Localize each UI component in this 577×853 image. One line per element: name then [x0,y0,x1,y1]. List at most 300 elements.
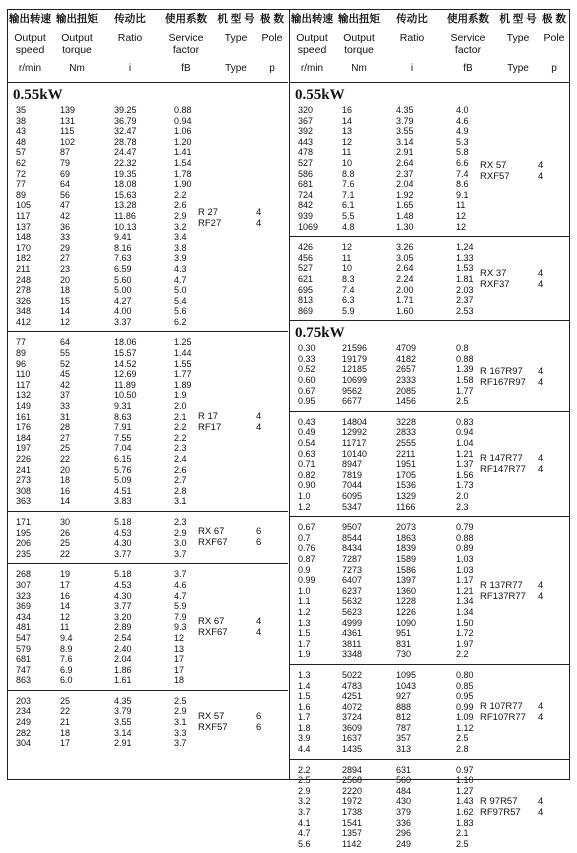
torque-cell: 27 [60,253,71,264]
speed-cell: 1.3 [298,617,311,628]
factor-cell: 1.12 [456,722,474,733]
speed-cell: 348 [16,306,32,317]
factor-cell: 12 [174,632,185,643]
type-code: R 167R97 [480,366,523,378]
ratio-cell: 36.79 [114,115,137,126]
ratio-cell: 3.77 [114,548,132,559]
torque-cell: 56 [60,189,71,200]
torque-cell: 4361 [342,628,363,639]
torque-cell: 69 [60,168,71,179]
factor-cell: 1.27 [456,785,474,796]
pole-count: 6 [256,721,262,733]
factor-cell: 2.9 [174,210,187,221]
table-row [290,712,569,723]
ratio-cell: 4.30 [114,538,132,549]
power-heading: 0.75kW [295,325,345,342]
ratio-cell: 5.09 [114,475,132,486]
pole-count: 4 [256,421,262,433]
speed-cell: 0.67 [298,385,316,396]
speed-cell: 0.63 [298,448,316,459]
table-header [8,10,288,83]
factor-cell: 3.7 [174,548,187,559]
table-row [8,232,288,243]
factor-cell: 2.6 [174,464,187,475]
factor-cell: 1.90 [174,179,192,190]
header-en1: Pole [543,32,565,44]
table-row [290,459,569,470]
ratio-cell: 3.77 [114,601,132,612]
table-row [8,696,288,707]
table-row [290,354,569,365]
torque-cell: 31 [60,411,71,422]
factor-cell: 1.20 [174,136,192,147]
speed-cell: 195 [16,527,32,538]
header-en1: Output [14,32,46,44]
speed-cell: 304 [16,738,32,749]
factor-cell: 1.25 [174,337,192,348]
motor-block [290,760,569,853]
ratio-cell: 8.63 [114,411,132,422]
speed-cell: 197 [16,443,32,454]
speed-cell: 77 [16,179,27,190]
factor-cell: 1.41 [174,147,192,158]
motor-block [8,691,288,753]
factor-cell: 1.83 [456,817,474,828]
speed-cell: 547 [16,632,32,643]
factor-cell: 1.10 [456,775,474,786]
torque-cell: 4999 [342,617,363,628]
type-code: R 17 [198,410,219,422]
factor-cell: 2.0 [456,491,469,501]
type-code: RX 67 [198,526,225,538]
ratio-cell: 2.64 [396,263,414,274]
table-row [290,449,569,460]
table-row [290,200,569,211]
torque-cell: 37 [60,390,71,401]
ratio-cell: 10.13 [114,221,137,232]
factor-cell: 1.97 [456,638,474,649]
table-row [8,243,288,254]
ratio-cell: 888 [396,701,412,712]
torque-cell: 102 [60,136,76,147]
factor-cell: 1.34 [456,606,474,617]
header-unit: r/min [300,63,324,74]
factor-cell: 0.99 [456,701,474,712]
torque-cell: 42 [60,210,71,221]
torque-cell: 1738 [342,807,363,818]
motor-block [290,665,569,760]
header-cn: 输出扭矩 [338,13,380,25]
speed-cell: 203 [16,695,32,706]
speed-cell: 481 [16,622,32,633]
pole-count: 6 [256,526,262,538]
torque-cell: 1435 [342,744,363,755]
ratio-cell: 1226 [396,606,417,617]
ratio-cell: 5.18 [114,516,132,527]
table-row [290,285,569,296]
speed-cell: 747 [16,664,32,675]
ratio-cell: 336 [396,817,412,828]
table-row [290,533,569,544]
ratio-cell: 1228 [396,596,417,607]
ratio-cell: 812 [396,712,412,723]
table-row [290,147,569,158]
ratio-cell: 1043 [396,680,417,691]
pole-count: 4 [538,463,544,475]
factor-cell: 13 [174,643,185,654]
rows [290,517,569,664]
ratio-cell: 1166 [396,501,416,512]
factor-cell: 2.2 [174,422,187,433]
torque-cell: 28 [60,422,71,433]
torque-cell: 33 [60,232,71,243]
table-row [290,596,569,607]
torque-cell: 4251 [342,691,363,702]
rows [8,105,288,331]
speed-cell: 0.30 [298,343,316,354]
table-row [8,475,288,486]
torque-cell: 6677 [342,396,363,407]
ratio-cell: 1863 [396,532,417,543]
ratio-cell: 2211 [396,448,416,459]
factor-cell: 0.89 [456,543,474,554]
factor-cell: 5.9 [174,601,187,612]
torque-cell: 6.3 [342,295,355,306]
table-row [290,723,569,734]
pole-count: 6 [256,710,262,722]
ratio-cell: 3.14 [114,727,132,738]
speed-cell: 72 [16,168,27,179]
torque-cell: 47 [60,200,71,211]
rows [290,343,569,411]
ratio-cell: 19.35 [114,168,137,179]
table-row [8,200,288,211]
table-row [8,222,288,233]
ratio-cell: 3.79 [114,706,132,717]
ratio-cell: 9.41 [114,232,132,243]
speed-cell: 1.2 [298,501,311,512]
factor-cell: 0.79 [456,522,474,533]
header-cn: 传动比 [396,13,428,25]
torque-cell: 29 [60,242,71,253]
header-en [290,32,334,56]
table-row [8,654,288,665]
table-row [290,438,569,449]
type-code: RX 37 [480,267,507,279]
speed-cell: 4.1 [298,817,311,828]
speed-cell: 1.3 [298,669,311,680]
left-column [8,10,288,779]
header-en2: speed [297,44,327,56]
speed-cell: 89 [16,189,27,200]
factor-cell: 3.4 [174,232,187,243]
speed-cell: 1.6 [298,701,311,712]
header-en2: torque [62,44,92,56]
table-row [290,253,569,264]
factor-cell: 2.5 [456,838,469,849]
factor-cell: 1.50 [456,617,474,628]
table-row [8,422,288,433]
table-row [8,622,288,633]
rows [290,237,569,320]
torque-cell: 16 [342,105,353,115]
table-row [290,575,569,586]
header-en1: Ratio [399,32,425,44]
ratio-cell: 1095 [396,669,417,680]
torque-cell: 7.4 [342,284,355,295]
torque-cell: 10 [342,263,353,274]
ratio-cell: 2657 [396,364,417,375]
table-row [8,454,288,465]
speed-cell: 226 [16,454,32,464]
torque-cell: 10140 [342,448,368,459]
speed-cell: 2.9 [298,785,311,796]
factor-cell: 1.58 [456,375,474,386]
table-row [290,306,569,317]
torque-cell: 1357 [342,828,363,839]
ratio-cell: 7.91 [114,422,132,433]
speed-cell: 369 [16,601,32,612]
factor-cell: 2.3 [174,443,187,454]
speed-cell: 132 [16,390,32,401]
pole-count: 4 [538,159,544,171]
table-row [290,386,569,397]
table-row [290,681,569,692]
factor-cell: 0.94 [174,115,192,126]
table-row [290,807,569,818]
ratio-cell: 2.91 [114,738,132,749]
speed-cell: 268 [16,569,32,580]
factor-cell: 1.44 [174,348,192,359]
header-en [158,32,214,56]
ratio-cell: 39.25 [114,105,137,115]
factor-cell: 1.78 [174,168,192,179]
table-row [290,586,569,597]
ratio-cell: 15.57 [114,348,137,359]
factor-cell: 9.3 [174,622,187,633]
type-code: RXF57 [480,170,510,182]
header-cn: 输出转速 [291,13,333,25]
factor-cell: 5.6 [174,306,187,317]
ratio-cell: 2.37 [396,168,414,179]
factor-cell: 2.2 [174,432,187,443]
factor-cell: 2.4 [174,454,187,464]
table-row [290,179,569,190]
factor-cell: 1.34 [456,596,474,607]
torque-cell: 16 [60,485,71,496]
motor-block [290,517,569,665]
speed-cell: 234 [16,706,32,717]
speed-cell: 681 [298,179,314,190]
ratio-cell: 3.14 [396,136,414,147]
speed-cell: 77 [16,337,27,348]
torque-cell: 131 [60,115,76,126]
ratio-cell: 2.91 [396,147,414,158]
table-row [8,390,288,401]
speed-cell: 0.9 [298,564,311,575]
ratio-cell: 2.89 [114,622,132,633]
torque-cell: 5632 [342,596,363,607]
table-row [8,116,288,127]
factor-cell: 2.9 [174,527,187,538]
speed-cell: 117 [16,210,31,221]
ratio-cell: 1.60 [396,305,414,316]
ratio-cell: 6.59 [114,263,132,274]
type-code: R 97R57 [480,795,518,807]
table-row [290,543,569,554]
header-en2: factor [454,44,482,56]
table-row [290,470,569,481]
ratio-cell: 3.26 [396,242,414,253]
table-row [8,369,288,380]
pole-count: 4 [538,366,544,378]
ratio-cell: 10.50 [114,390,137,401]
speed-cell: 278 [16,285,32,296]
speed-cell: 724 [298,189,314,200]
torque-cell: 4072 [342,701,363,712]
header-en1: Service [168,32,204,44]
table-row [8,275,288,286]
ratio-cell: 4.53 [114,579,132,590]
factor-cell: 2.53 [456,305,474,316]
torque-cell: 2568 [342,775,363,786]
table-row [8,549,288,560]
speed-cell: 1.0 [298,585,311,596]
factor-cell: 6.6 [456,157,469,168]
table-row [8,675,288,686]
header-en [8,32,52,56]
torque-cell: 11 [60,622,70,633]
ratio-cell: 787 [396,722,412,733]
rows [290,412,569,516]
speed-cell: 412 [16,316,32,327]
factor-cell: 1.03 [456,564,474,575]
table-row [290,126,569,137]
header-en1: Output [343,32,375,44]
speed-cell: 43 [16,126,27,137]
speed-cell: 2.5 [298,775,311,786]
table-row [290,744,569,755]
ratio-cell: 1.65 [396,200,414,211]
ratio-cell: 484 [396,785,412,796]
table-row [290,417,569,428]
speed-cell: 148 [16,232,32,243]
header-cn: 输出扭矩 [56,13,98,25]
speed-cell: 939 [298,210,314,221]
torque-cell: 26 [60,527,71,538]
table-row [8,317,288,328]
speed-cell: 235 [16,548,32,559]
speed-cell: 320 [298,105,314,115]
torque-cell: 5022 [342,669,363,680]
table-row [8,496,288,507]
pole-count: 4 [538,711,544,723]
table-row [8,591,288,602]
factor-cell: 1.77 [456,385,474,396]
ratio-cell: 2.24 [396,273,414,284]
header-en2: factor [172,44,200,56]
ratio-cell: 2.04 [114,654,132,665]
torque-cell: 7819 [342,469,363,480]
factor-cell: 1.17 [456,575,474,586]
table-row [8,264,288,275]
table-row [8,337,288,348]
torque-cell: 5.5 [342,210,355,221]
factor-cell: 2.2 [174,189,187,200]
ratio-cell: 560 [396,775,412,786]
ratio-cell: 2555 [396,438,417,449]
header-unit: fB [181,63,191,74]
factor-cell: 1.9 [174,390,187,401]
factor-cell: 0.95 [456,691,474,702]
torque-cell: 27 [60,432,71,443]
factor-cell: 0.97 [456,764,474,775]
ratio-cell: 4.35 [114,695,132,706]
ratio-cell: 4182 [396,353,417,364]
header-unit: i [410,63,414,74]
torque-cell: 7273 [342,564,363,575]
ratio-cell: 430 [396,796,412,807]
header-unit: r/min [18,63,42,74]
table-row [290,295,569,306]
header-unit: fB [463,63,473,74]
torque-cell: 22 [60,706,71,717]
torque-cell: 9507 [342,522,363,533]
ratio-cell: 1839 [396,543,417,554]
torque-cell: 8.3 [342,273,355,284]
speed-cell: 0.76 [298,543,316,554]
speed-cell: 3.7 [298,807,311,818]
ratio-cell: 9.31 [114,401,132,412]
torque-cell: 12 [60,316,71,327]
table-row [290,480,569,491]
ratio-cell: 3.79 [396,115,414,126]
pole-count: 4 [538,278,544,290]
factor-cell: 2.5 [174,695,187,706]
ratio-cell: 12.69 [114,369,137,380]
factor-cell: 2.2 [456,649,469,660]
rows [8,332,288,511]
speed-cell: 1.0 [298,491,311,501]
ratio-cell: 631 [396,764,412,775]
type-code: R 27 [198,207,219,218]
ratio-cell: 1536 [396,480,417,491]
type-code: RF137R77 [480,590,526,602]
table-row [8,359,288,370]
pole-count: 4 [256,410,262,422]
motor-block [8,564,288,691]
speed-cell: 1.7 [298,712,311,723]
factor-cell: 2.5 [456,733,469,744]
ratio-cell: 5.18 [114,569,132,580]
header-unit: i [128,63,132,74]
ratio-cell: 2833 [396,427,417,438]
factor-cell: 3.3 [174,727,187,738]
speed-cell: 241 [16,464,32,475]
ratio-cell: 2333 [396,375,417,386]
table-row [290,242,569,253]
table-row [290,765,569,776]
speed-cell: 1.7 [298,638,311,649]
motor-block [290,412,569,517]
ratio-cell: 1.30 [396,221,414,232]
ratio-cell: 1951 [396,459,417,470]
speed-cell: 248 [16,274,32,285]
table-row [290,169,569,180]
ratio-cell: 1586 [396,564,417,575]
speed-cell: 48 [16,136,27,147]
speed-cell: 1.8 [298,722,311,733]
